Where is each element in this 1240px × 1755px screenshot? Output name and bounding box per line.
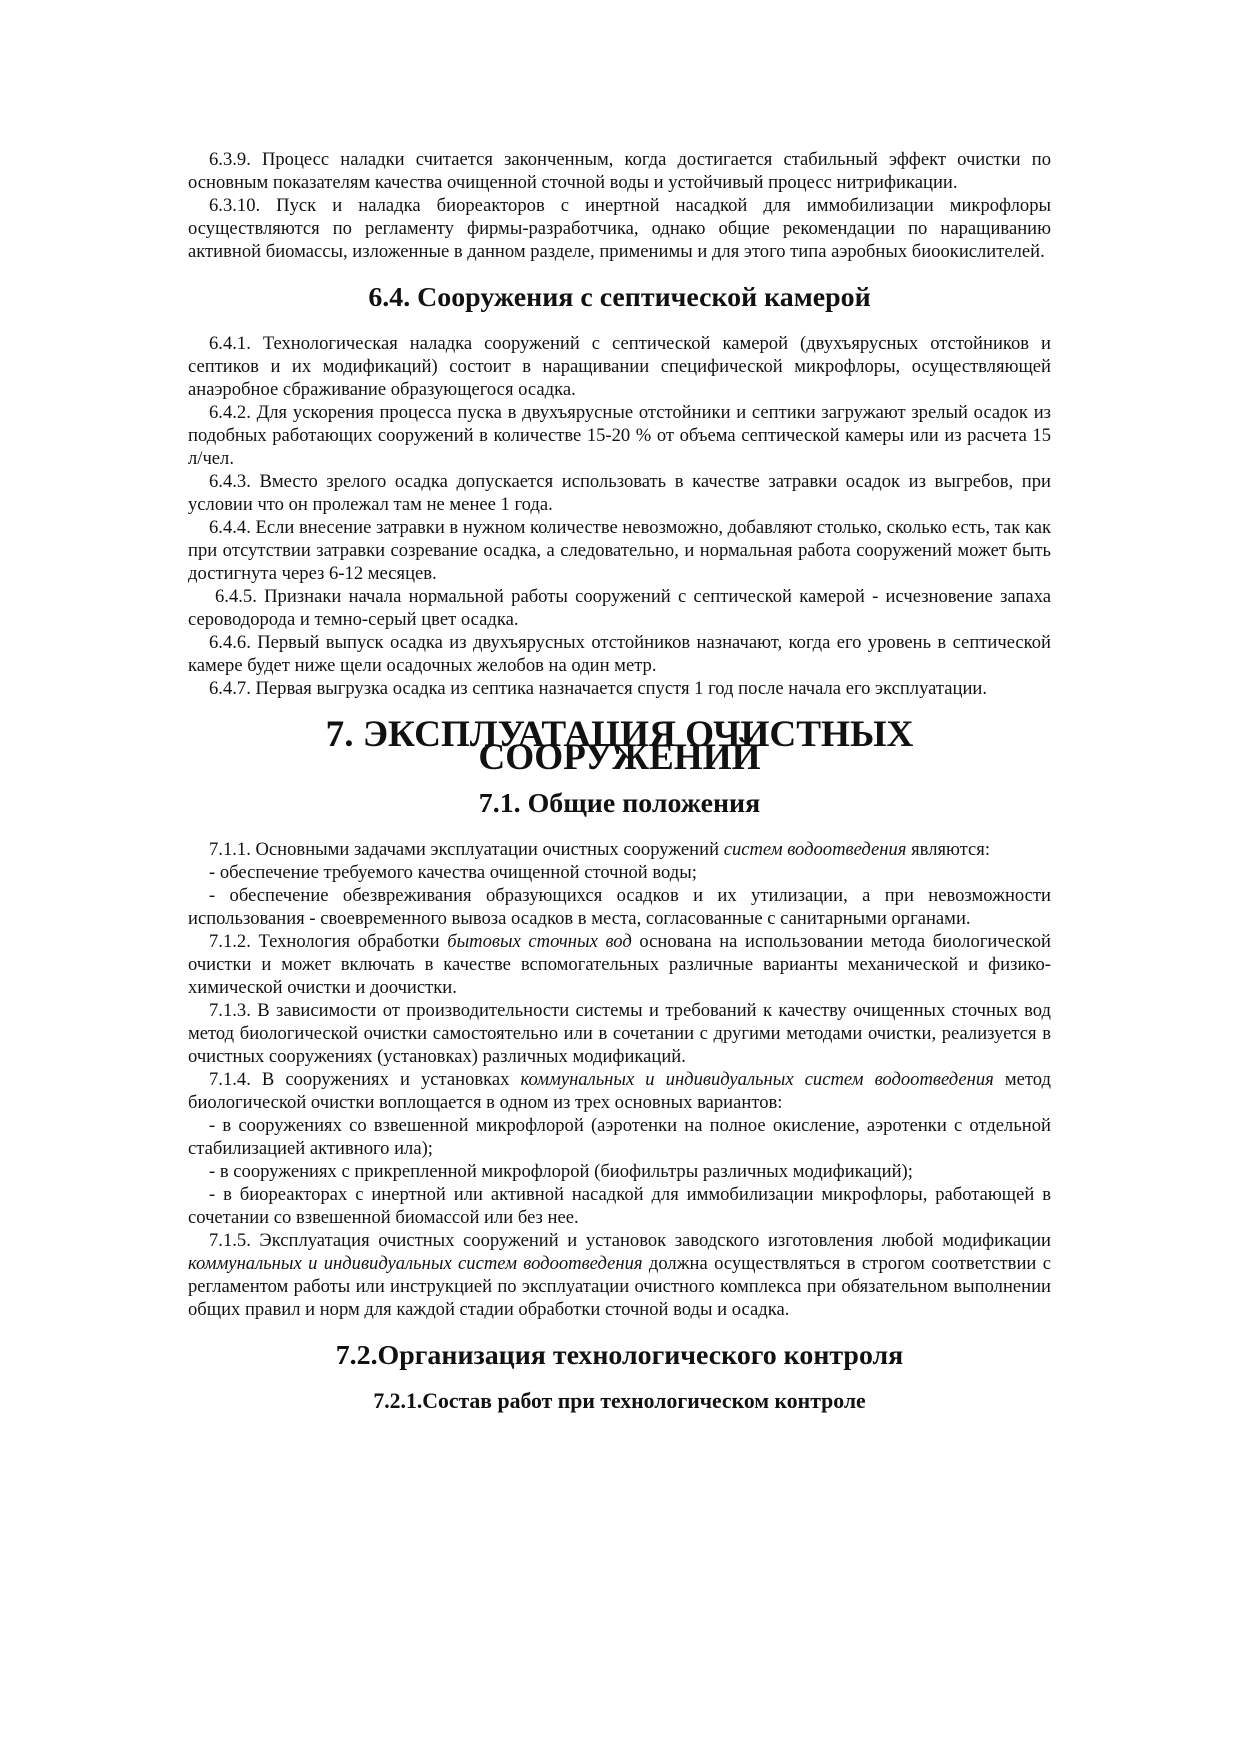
paragraph-7-1-2-tail: основана на использовании метода биологической очистки и может включать в качестве вспомогательных различные варианты механической и физико-химической очистки и доочистки. [188,931,1051,998]
paragraph-7-1-4-tail: метод биологической очистки воплощается в одном из трех основных вариантов: [188,1069,1051,1113]
paragraph-7-1-1-tail: являются: [906,839,990,860]
paragraph-6-4-2: 6.4.2. Для ускорения процесса пуска в двухъярусные отстойники и септики загружают зрелый осадок из подобных работающих сооружений в количестве 15-20 % от объема септической камеры или из расчета 15 л/чел. [188,402,1051,469]
paragraph-7-1-5 [188,1229,1051,1321]
paragraph-7-1-5-italic: коммунальных и индивидуальных систем водоотведения [188,1253,643,1274]
paragraph-6-4-3: 6.4.3. Вместо зрелого осадка допускается использовать в качестве затравки осадок из выгребов, при условии что он пролежал там не менее 1 года. [188,471,1051,515]
paragraph-7-1-3: 7.1.3. В зависимости от производительности системы и требований к качеству очищенных сточных вод метод биологической очистки самостоятельно или в сочетании с другими методами очистки, реализуется в очистных сооружениях (установках) различных модификаций. [188,1000,1051,1067]
paragraph-7-1-2 [188,930,1051,999]
paragraph-6-3-10: 6.3.10. Пуск и наладка биореакторов с инертной насадкой для иммобилизации микрофлоры осуществляются по регламенту фирмы-разработчика, однако общие рекомендации по наращиванию активной биомассы, изложенные в данном разделе, применимы и для этого типа аэробных биоокислителей. [188,195,1051,262]
paragraph-7-1-4 [188,1068,1051,1114]
heading-7-1: 7.1. Общие положения [478,788,761,819]
paragraph-6-4-6: 6.4.6. Первый выпуск осадка из двухъярусных отстойников назначают, когда его уровень в септической камере будет ниже щели осадочных желобов на один метр. [188,632,1051,676]
paragraph-6-4-4: 6.4.4. Если внесение затравки в нужном количестве невозможно, добавляют столько, сколько есть, так как при отсутствии затравки созревание осадка, а следовательно, и нормальная работа сооружений может быть достигнута через 6-12 месяцев. [188,517,1051,584]
list-item-7-1-1-2: - обеспечение обезвреживания образующихся осадков и их утилизации, а при невозможности использования - своевременного вывоза осадков в места, согласованные с санитарными органами. [188,885,1051,929]
paragraph-7-1-5-text: 7.1.5. Эксплуатация очистных сооружений и установок заводского изготовления любой модификации [209,1230,1051,1251]
heading-6-4: 6.4. Сооружения с септической камерой [368,282,871,313]
list-item-7-1-4-3: - в биореакторах с инертной или активной насадкой для иммобилизации микрофлоры, работающей в сочетании со взвешенной биомассой или без нее. [188,1184,1051,1228]
paragraph-7-1-2-text: 7.1.2. Технология обработки [209,931,448,952]
paragraph-7-1-1 [188,838,1051,861]
paragraph-6-3-9: 6.3.9. Процесс наладки считается законченным, когда достигается стабильный эффект очистки по основным показателям качества очищенной сточной воды и устойчивый процесс нитрификации. [188,149,1051,193]
paragraph-7-1-2-italic: бытовых сточных вод [447,931,632,952]
list-item-7-1-4-2: - в сооружениях с прикрепленной микрофлорой (биофильтры различных модификаций); [209,1161,913,1182]
paragraph-7-1-1-italic: систем водоотведения [723,839,907,860]
paragraph-7-1-4-italic: коммунальных и индивидуальных систем водоотведения [520,1069,994,1090]
paragraph-7-1-5-tail: должна осуществляться в строгом соответствии с регламентом работы или инструкцией по эксплуатации очистного комплекса при обязательном выполнении общих правил и норм для каждой стадии обработки сточной воды и осадка. [188,1253,1051,1320]
list-item-7-1-1-1: - обеспечение требуемого качества очищенной сточной воды; [209,862,697,883]
paragraph-7-1-1-text: 7.1.1. Основными задачами эксплуатации очистных сооружений [209,839,724,860]
heading-7-2-1: 7.2.1.Состав работ при технологическом контроле [373,1389,866,1413]
document-page [188,148,1051,1413]
list-item-7-1-4-1: - в сооружениях со взвешенной микрофлорой (аэротенки на полное окисление, аэротенки с отдельной стабилизацией активного ила); [188,1115,1051,1159]
paragraph-7-1-4-text: 7.1.4. В сооружениях и установках [209,1069,521,1090]
heading-7: 7. ЭКСПЛУАТАЦИЯ ОЧИСТНЫХ СООРУЖЕНИЙ [325,714,914,778]
paragraph-6-4-5: 6.4.5. Признаки начала нормальной работы сооружений с септической камерой - исчезновение запаха сероводорода и темно-серый цвет осадка. [188,586,1051,630]
paragraph-6-4-7: 6.4.7. Первая выгрузка осадка из септика назначается спустя 1 год после начала его эксплуатации. [209,678,988,699]
heading-7-2: 7.2.Организация технологического контроля [335,1340,904,1371]
paragraph-6-4-1: 6.4.1. Технологическая наладка сооружений с септической камерой (двухъярусных отстойников и септиков и их модификаций) состоит в наращивании специфической микрофлоры, осуществляющей анаэробное сбраживание образующегося осадка. [188,333,1051,400]
